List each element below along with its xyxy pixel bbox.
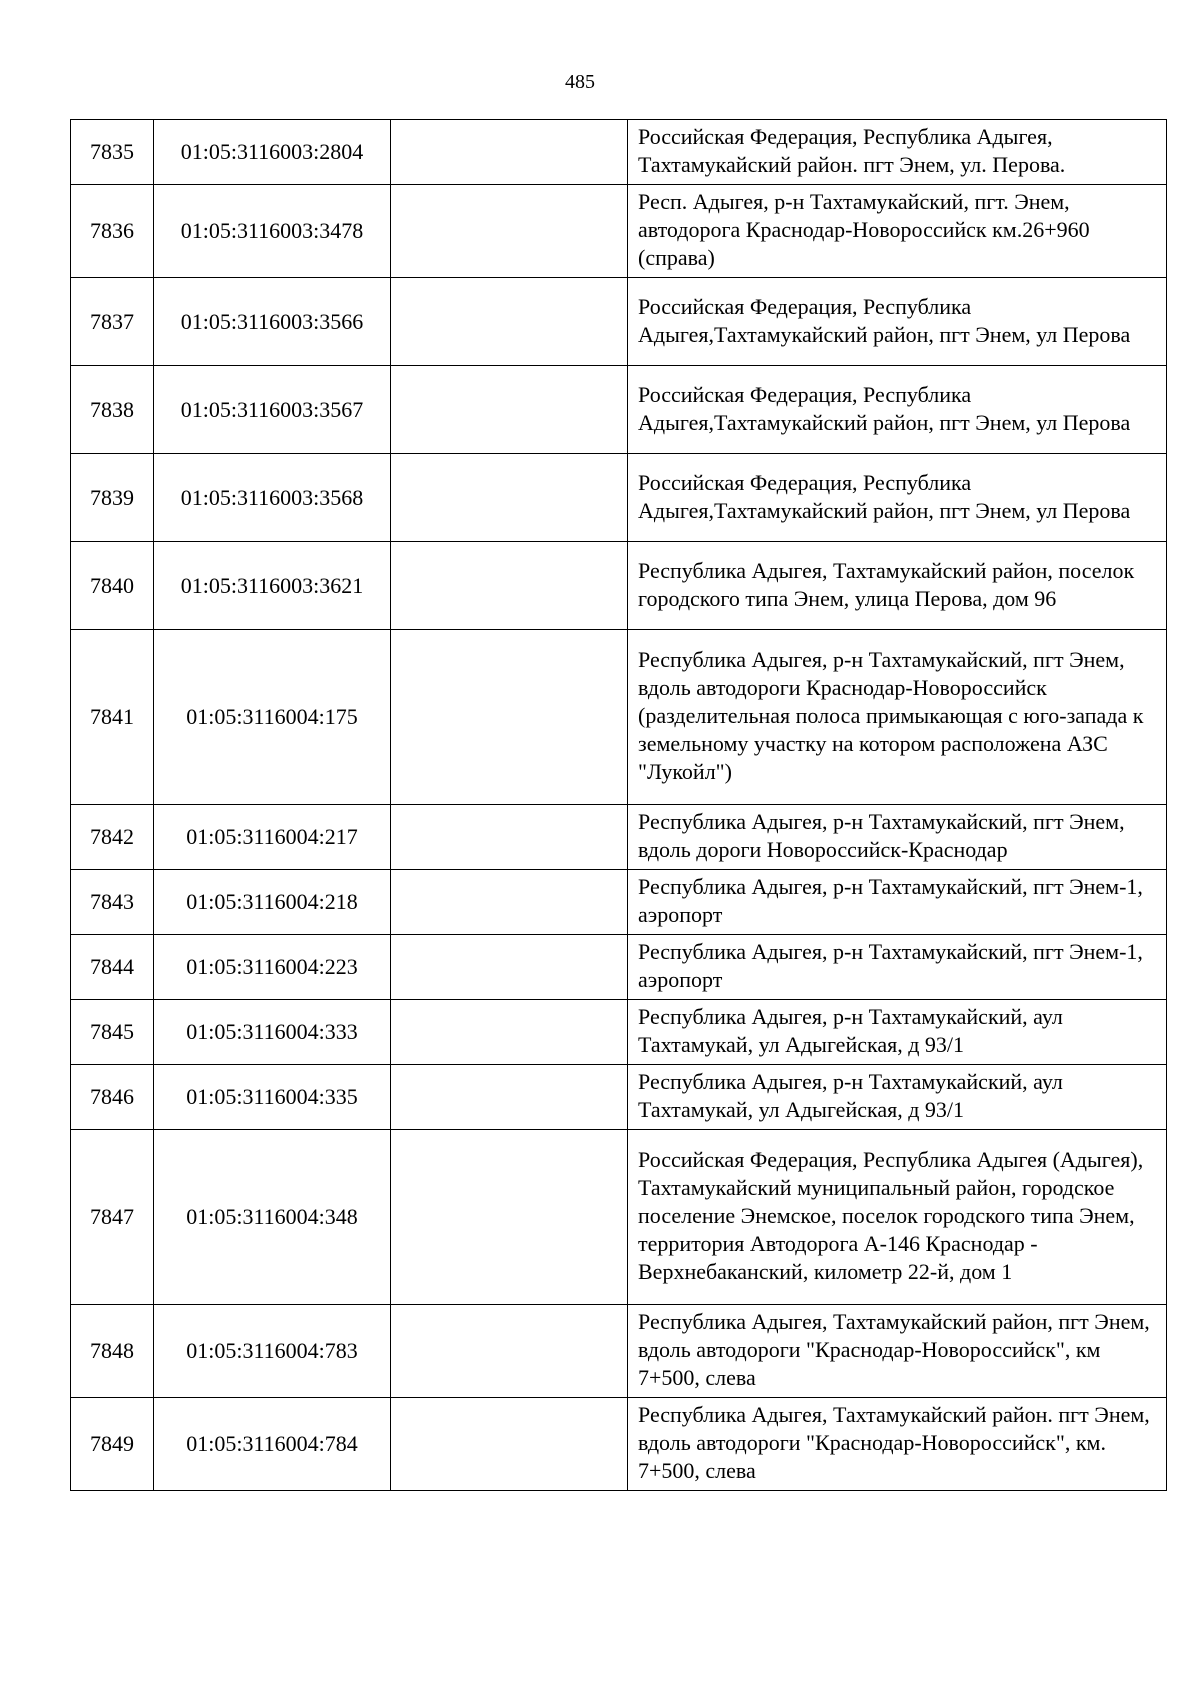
table-body: [71, 120, 1167, 1491]
table-row: [71, 1065, 1167, 1130]
table-row: [71, 1398, 1167, 1491]
table-row: [71, 1305, 1167, 1398]
address-cell: Респ. Адыгея, р-н Тахтамукайский, пгт. Энем, автодорога Краснодар-Новороссийск км.26+960 (справа): [628, 185, 1167, 278]
address-cell: Российская Федерация, Республика Адыгея (Адыгея), Тахтамукайский муниципальный район, городское поселение Энемское, поселок городского типа Энем, территория Автодорога А-146 Краснодар - Верхнебаканский, километр 22-й, дом 1: [628, 1130, 1167, 1305]
row-number: 7837: [71, 278, 154, 366]
row-number: 7838: [71, 366, 154, 454]
extra-cell: [391, 1398, 628, 1491]
cadastral-number: 01:05:3116004:223: [154, 935, 391, 1000]
cadastral-number: 01:05:3116004:218: [154, 870, 391, 935]
extra-cell: [391, 120, 628, 185]
row-number: 7841: [71, 630, 154, 805]
row-number: 7843: [71, 870, 154, 935]
row-number: 7846: [71, 1065, 154, 1130]
cadastral-number: 01:05:3116003:3621: [154, 542, 391, 630]
cadastral-number: 01:05:3116004:217: [154, 805, 391, 870]
cadastral-number: 01:05:3116004:335: [154, 1065, 391, 1130]
address-cell: Республика Адыгея, р-н Тахтамукайский, аул Тахтамукай, ул Адыгейская, д 93/1: [628, 1065, 1167, 1130]
table-row: [71, 870, 1167, 935]
cadastral-number: 01:05:3116004:784: [154, 1398, 391, 1491]
address-cell: Республика Адыгея, Тахтамукайский район, пгт Энем, вдоль автодороги "Краснодар-Новороссийск", км 7+500, слева: [628, 1305, 1167, 1398]
row-number: 7835: [71, 120, 154, 185]
cadastral-number: 01:05:3116004:175: [154, 630, 391, 805]
cadastral-number: 01:05:3116003:3567: [154, 366, 391, 454]
cadastral-number: 01:05:3116004:783: [154, 1305, 391, 1398]
cadastral-number: 01:05:3116004:348: [154, 1130, 391, 1305]
address-cell: Республика Адыгея, р-н Тахтамукайский, пгт Энем-1, аэропорт: [628, 870, 1167, 935]
extra-cell: [391, 185, 628, 278]
address-cell: Российская Федерация, Республика Адыгея,Тахтамукайский район, пгт Энем, ул Перова: [628, 454, 1167, 542]
row-number: 7844: [71, 935, 154, 1000]
table-row: [71, 366, 1167, 454]
row-number: 7848: [71, 1305, 154, 1398]
extra-cell: [391, 1065, 628, 1130]
cadastral-number: 01:05:3116003:3566: [154, 278, 391, 366]
row-number: 7849: [71, 1398, 154, 1491]
table-row: [71, 1130, 1167, 1305]
table-row: [71, 542, 1167, 630]
land-registry-table: [70, 119, 1167, 1491]
extra-cell: [391, 935, 628, 1000]
extra-cell: [391, 1000, 628, 1065]
extra-cell: [391, 542, 628, 630]
address-cell: Российская Федерация, Республика Адыгея,Тахтамукайский район, пгт Энем, ул Перова: [628, 278, 1167, 366]
cadastral-number: 01:05:3116004:333: [154, 1000, 391, 1065]
page-number: 485: [565, 71, 595, 93]
table-row: [71, 630, 1167, 805]
address-cell: Республика Адыгея, Тахтамукайский район. пгт Энем, вдоль автодороги "Краснодар-Новороссийск", км. 7+500, слева: [628, 1398, 1167, 1491]
address-cell: Республика Адыгея, р-н Тахтамукайский, пгт Энем, вдоль автодороги Краснодар-Новороссийск (разделительная полоса примыкающая с юго-запада к земельному участку на котором расположена АЗС "Лукойл"): [628, 630, 1167, 805]
cadastral-number: 01:05:3116003:3478: [154, 185, 391, 278]
cadastral-number: 01:05:3116003:2804: [154, 120, 391, 185]
extra-cell: [391, 870, 628, 935]
extra-cell: [391, 805, 628, 870]
row-number: 7845: [71, 1000, 154, 1065]
row-number: 7839: [71, 454, 154, 542]
row-number: 7840: [71, 542, 154, 630]
extra-cell: [391, 278, 628, 366]
address-cell: Республика Адыгея, р-н Тахтамукайский, пгт Энем-1, аэропорт: [628, 935, 1167, 1000]
extra-cell: [391, 1305, 628, 1398]
table-row: [71, 1000, 1167, 1065]
extra-cell: [391, 1130, 628, 1305]
address-cell: Российская Федерация, Республика Адыгея,Тахтамукайский район, пгт Энем, ул Перова: [628, 366, 1167, 454]
table-row: [71, 805, 1167, 870]
row-number: 7847: [71, 1130, 154, 1305]
address-cell: Российская Федерация, Республика Адыгея, Тахтамукайский район. пгт Энем, ул. Перова.: [628, 120, 1167, 185]
extra-cell: [391, 630, 628, 805]
cadastral-number: 01:05:3116003:3568: [154, 454, 391, 542]
row-number: 7842: [71, 805, 154, 870]
address-cell: Республика Адыгея, р-н Тахтамукайский, аул Тахтамукай, ул Адыгейская, д 93/1: [628, 1000, 1167, 1065]
address-cell: Республика Адыгея, Тахтамукайский район, поселок городского типа Энем, улица Перова, дом 96: [628, 542, 1167, 630]
row-number: 7836: [71, 185, 154, 278]
table-row: [71, 120, 1167, 185]
extra-cell: [391, 454, 628, 542]
table-row: [71, 454, 1167, 542]
table-row: [71, 935, 1167, 1000]
extra-cell: [391, 366, 628, 454]
table-row: [71, 185, 1167, 278]
table-row: [71, 278, 1167, 366]
address-cell: Республика Адыгея, р-н Тахтамукайский, пгт Энем, вдоль дороги Новороссийск-Краснодар: [628, 805, 1167, 870]
